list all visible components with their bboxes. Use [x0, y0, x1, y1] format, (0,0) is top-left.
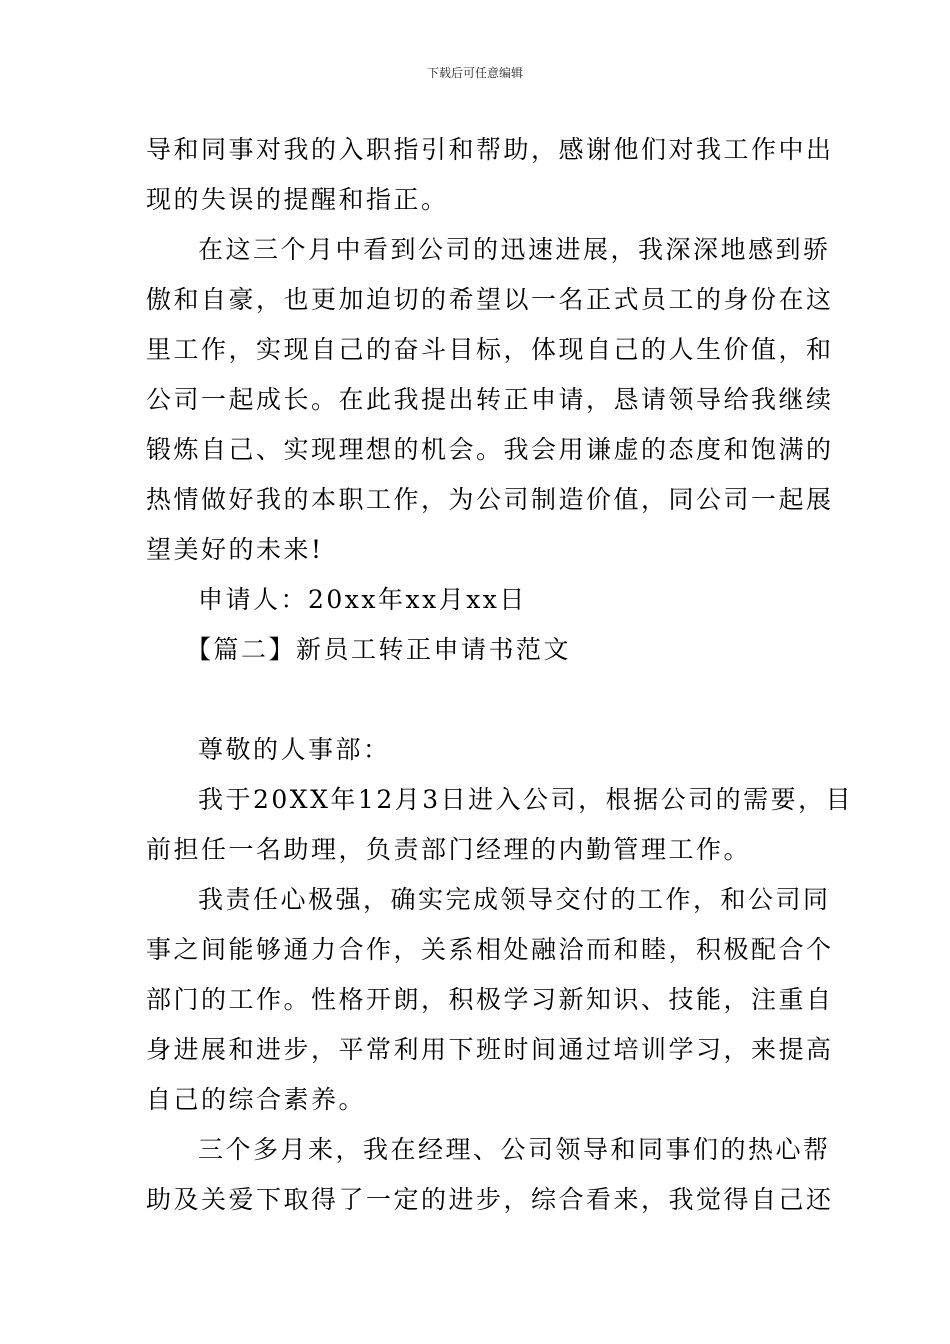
signature-line: 申请人：20xx年xx月xx日	[198, 585, 527, 614]
paragraph-line: 三个多月来，我在经理、公司领导和同事们的热心帮	[198, 1135, 831, 1164]
paragraph-line: 助及关爱下取得了一定的进步，综合看来，我觉得自己还	[146, 1185, 834, 1214]
paragraph-line: 事之间能够通力合作，关系相处融洽而和睦，积极配合个	[146, 935, 834, 964]
paragraph-line: 我于20XX年12月3日进入公司，根据公司的需要，目	[198, 785, 854, 814]
paragraph-line: 现的失误的提醒和指正。	[146, 185, 449, 214]
paragraph-line: 前担任一名助理，负责部门经理的内勤管理工作。	[146, 835, 752, 864]
paragraph-line: 身进展和进步，平常利用下班时间通过培训学习，来提高	[146, 1035, 834, 1064]
paragraph-line: 公司一起成长。在此我提出转正申请，恳请领导给我继续	[146, 385, 834, 414]
paragraph-line: 傲和自豪，也更加迫切的希望以一名正式员工的身份在这	[146, 285, 834, 314]
paragraph-line: 望美好的未来!	[146, 535, 324, 564]
paragraph-line: 锻炼自己、实现理想的机会。我会用谦虚的态度和饱满的	[146, 435, 834, 464]
paragraph-line: 部门的工作。性格开朗，积极学习新知识、技能，注重自	[146, 985, 834, 1014]
section-heading: 【篇二】新员工转正申请书范文	[186, 635, 572, 664]
paragraph-line: 里工作，实现自己的奋斗目标，体现自己的人生价值，和	[146, 335, 834, 364]
paragraph-line: 自己的综合素养。	[146, 1085, 367, 1114]
paragraph-line: 导和同事对我的入职指引和帮助，感谢他们对我工作中出	[146, 135, 834, 164]
paragraph-line: 我责任心极强，确实完成领导交付的工作，和公司同	[198, 885, 831, 914]
header-note: 下载后可任意编辑	[426, 66, 523, 80]
paragraph-line: 在这三个月中看到公司的迅速进展，我深深地感到骄	[198, 235, 831, 264]
paragraph-line: 热情做好我的本职工作，为公司制造价值，同公司一起展	[146, 485, 834, 514]
salutation: 尊敬的人事部：	[198, 735, 391, 764]
